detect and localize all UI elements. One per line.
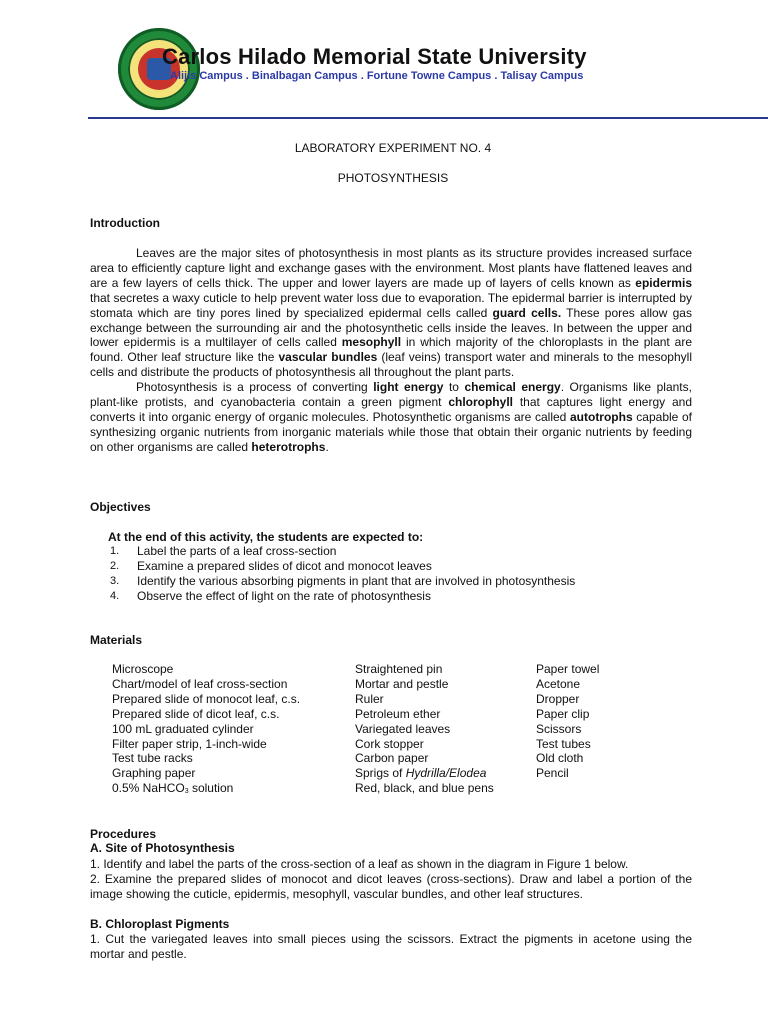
material-item: Dropper: [536, 691, 580, 706]
material-item: Acetone: [536, 676, 581, 691]
materials-column-2: [355, 662, 494, 796]
introduction-paragraph-2: Photosynthesis is a process of converting light energy to chemical energy. Organisms like plants, plant-like protists, and cyanobacteria contain a green pigment chlorophyll that captures light energy and converts it into organic energy of organic molecules. Photosynthetic organisms are called autotrophs capable of synthesizing organic nutrients from inorganic materials while those that obtain their organic nutrients by feeding on other organisms are called heterotrophs.: [90, 380, 692, 454]
university-name: Carlos Hilado Memorial State University: [162, 44, 587, 69]
procedures-heading: Procedures: [90, 827, 157, 841]
procedure-a-step-2: 2. Examine the prepared slides of monocot and dicot leaves (cross-sections). Draw and label a portion of the image showing the cuticle, epidermis, mesophyll, vascular bundles, and other leaf structures.: [90, 871, 692, 901]
objectives-list: [90, 544, 692, 604]
material-item: Paper towel: [536, 662, 600, 676]
material-item: Cork stopper: [355, 736, 424, 751]
material-item: Prepared slide of dicot leaf, c.s.: [112, 706, 280, 721]
experiment-title: LABORATORY EXPERIMENT NO. 4: [294, 141, 492, 155]
materials-column-1: [112, 662, 300, 800]
procedure-b-heading: B. Chloroplast Pigments: [90, 917, 230, 931]
material-item: Petroleum ether: [355, 706, 441, 721]
procedure-a-steps: [90, 857, 692, 902]
objective-item: 4. Observe the effect of light on the rate of photosynthesis: [110, 588, 431, 603]
materials-column-3: [536, 662, 599, 781]
material-item: Ruler: [355, 691, 384, 706]
procedure-b-steps: [90, 932, 692, 962]
material-item: Straightened pin: [355, 662, 443, 676]
objective-item: 2. Examine a prepared slides of dicot and monocot leaves: [110, 558, 432, 573]
objectives-lead: At the end of this activity, the students are expected to:: [108, 530, 424, 544]
materials-heading: Materials: [90, 633, 143, 647]
introduction-heading: Introduction: [90, 216, 160, 230]
material-item: Microscope: [112, 662, 174, 676]
material-item: Mortar and pestle: [355, 676, 449, 691]
material-item: Filter paper strip, 1-inch-wide: [112, 736, 267, 751]
material-item: Sprigs of Hydrilla/Elodea: [355, 766, 487, 781]
introduction-paragraph-1: Leaves are the major sites of photosynthesis in most plants as its structure provides increased surface area to efficiently capture light and exchange gases with the environment. Most plants have flattened leaves and are a few layers of cells thick. The upper and lower layers are made up of layers of cells known as epidermis that secretes a waxy cuticle to help prevent water loss due to evaporation. The epidermal barrier is interrupted by stomata which are tiny pores lined by specialized epidermal cells called guard cells. These pores allow gas exchange between the surrounding air and the photosynthetic cells inside the leaves. In between the upper and lower epidermis is a multilayer of cells called mesophyll in which majority of the chloroplasts in the plant are found. Other leaf structure like the vascular bundles (leaf veins) transport water and minerals to the mesophyll cells and distribute the products of photosynthesis all throughout the plant parts.: [90, 246, 692, 380]
procedure-a-heading: A. Site of Photosynthesis: [90, 841, 235, 855]
introduction-body: [90, 246, 692, 455]
procedure-b-step-1: 1. Cut the variegated leaves into small pieces using the scissors. Extract the pigments in acetone using the mortar and pestle.: [90, 932, 692, 961]
material-item: Carbon paper: [355, 751, 429, 766]
material-item: 100 mL graduated cylinder: [112, 721, 254, 736]
material-item: Old cloth: [536, 751, 584, 766]
objective-item: 1. Label the parts of a leaf cross-section: [110, 544, 337, 558]
material-item: Test tubes: [536, 736, 591, 751]
material-item: Chart/model of leaf cross-section: [112, 676, 288, 691]
objectives-heading: Objectives: [90, 500, 151, 514]
material-item: Variegated leaves: [355, 721, 451, 736]
material-item: Prepared slide of monocot leaf, c.s.: [112, 691, 301, 706]
material-item: Test tube racks: [112, 751, 193, 766]
material-item: Scissors: [536, 721, 582, 736]
objective-item: 3. Identify the various absorbing pigments in plant that are involved in photosynthesis: [110, 573, 576, 588]
header-divider: [88, 117, 768, 119]
material-item: Graphing paper: [112, 766, 196, 781]
objectives-list-container: [90, 544, 692, 604]
material-item: Red, black, and blue pens: [355, 781, 494, 796]
campus-list: Alijis Campus . Binalbagan Campus . Fortune Towne Campus . Talisay Campus: [170, 70, 584, 82]
material-item: Paper clip: [536, 706, 590, 721]
procedure-a-step-1: 1. Identify and label the parts of the cross-section of a leaf as shown in the diagram in Figure 1 below.: [90, 857, 629, 871]
experiment-topic: PHOTOSYNTHESIS: [337, 171, 449, 185]
material-item: Pencil: [536, 766, 569, 781]
material-item: 0.5% NaHCO3 solution: [112, 781, 234, 796]
